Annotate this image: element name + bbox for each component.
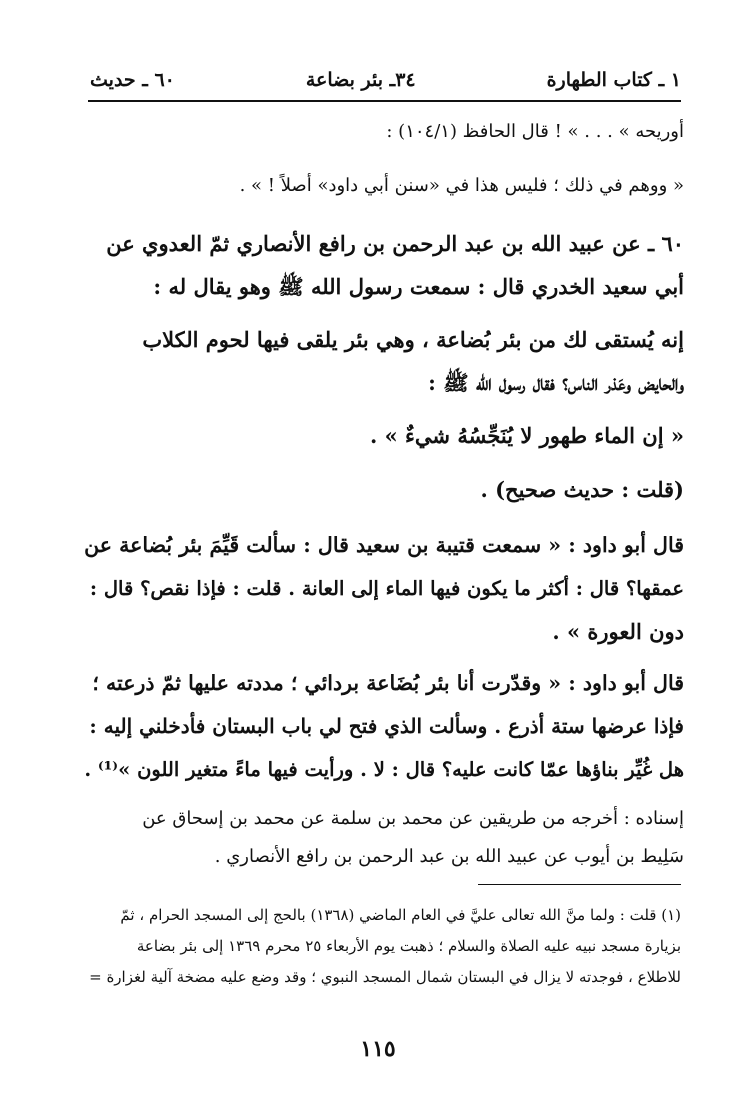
abu-dawud-qutayba-report xyxy=(82,524,684,653)
abu-dawud-measurement-report xyxy=(82,662,684,791)
text-line: إسناده : أخرجه من طريقين عن محمد بن سلمة عن محمد بن إسحاق عن xyxy=(142,808,684,829)
footnote-line: بزيارة مسجد نبيه عليه الصلاة والسلام ؛ ذهبت يوم الأربعاء ٢٥ محرم ١٣٦٩ إلى بئر بضاعة xyxy=(136,937,681,955)
text-line: فإذا عرضها ستة أذرع . وسألت الذي فتح لي باب البستان فأدخلني إليه : xyxy=(89,714,684,738)
text-line: ٦٠ ـ عن عبيد الله بن عبد الرحمن بن رافع الأنصاري ثمّ العدوي عن xyxy=(106,231,684,256)
text-line: (قلت : حديث صحيح) . xyxy=(480,477,684,502)
hadith-60-matn xyxy=(82,414,684,457)
text-line: أوريحه » . . . » ! قال الحافظ (١٠٤/١) : xyxy=(386,121,684,142)
running-header xyxy=(90,64,681,96)
text-line: « إن الماء طهور لا يُنَجِّسُهُ شيءٌ » . xyxy=(369,423,684,448)
paragraph-hafiz-remark xyxy=(82,170,684,202)
text-line: إنه يُستقى لك من بئر بُضاعة ، وهي بئر يلقى فيها لحوم الكلاب xyxy=(142,327,684,352)
text-line: عمقها؟ قال : أكثر ما يكون فيها الماء إلى العانة . قلت : فإذا نقص؟ قال : xyxy=(89,577,684,600)
hadith-60-isnad xyxy=(82,222,684,308)
hadith-60-question xyxy=(82,318,684,404)
footnote xyxy=(82,900,681,993)
text-line: دون العورة » . xyxy=(552,619,684,644)
text-line: هل غُيِّر بناؤها عمّا كانت عليه؟ قال : لا . ورأيت فيها ماءً متغير اللون »⁽¹⁾ . xyxy=(84,758,684,781)
page-number: ١١٥ xyxy=(360,1036,396,1062)
text-line: « ووهم في ذلك ؛ فليس هذا في «سنن أبي داود» أصلاً ! » . xyxy=(239,175,684,196)
text-line: سَلِيط بن أيوب عن عبيد الله بن عبد الرحمن بن رافع الأنصاري . xyxy=(214,846,684,867)
header-book-title: ١ ـ كتاب الطهارة xyxy=(546,69,681,91)
header-hadith-number: ٦٠ ـ حديث xyxy=(90,69,175,91)
isnad-commentary xyxy=(82,800,684,876)
footnote-line: للاطلاع ، فوجدته لا يزال في البستان شمال المسجد النبوي ؛ وقد وضع عليه مضخة آلية لغزارة = xyxy=(89,968,681,986)
text-line: قال أبو داود : « سمعت قتيبة بن سعيد قال : سألت قَيِّمَ بئر بُضاعة عن xyxy=(84,533,684,557)
paragraph-quote-continuation xyxy=(82,116,684,148)
text-line: والحايض وعَذر الناس؟ فقال رسول الله ﷺ : xyxy=(428,370,684,395)
header-rule xyxy=(88,100,681,102)
footnote-line: (١) قلت : ولما منَّ الله تعالى عليَّ في العام الماضي (١٣٦٨) بالحج إلى المسجد الحرام ، ثمّ xyxy=(120,906,681,924)
text-line: قال أبو داود : « وقدّرت أنا بئر بُضَاعة بردائي ؛ مددته عليها ثمّ ذرعته ؛ xyxy=(92,671,684,695)
footnote-rule xyxy=(478,884,681,885)
grading-note xyxy=(82,468,684,511)
text-line: أبي سعيد الخدري قال : سمعت رسول الله ﷺ وهو يقال له : xyxy=(153,274,684,299)
header-chapter-title: ٣٤ـ بئر بضاعة xyxy=(305,69,416,91)
